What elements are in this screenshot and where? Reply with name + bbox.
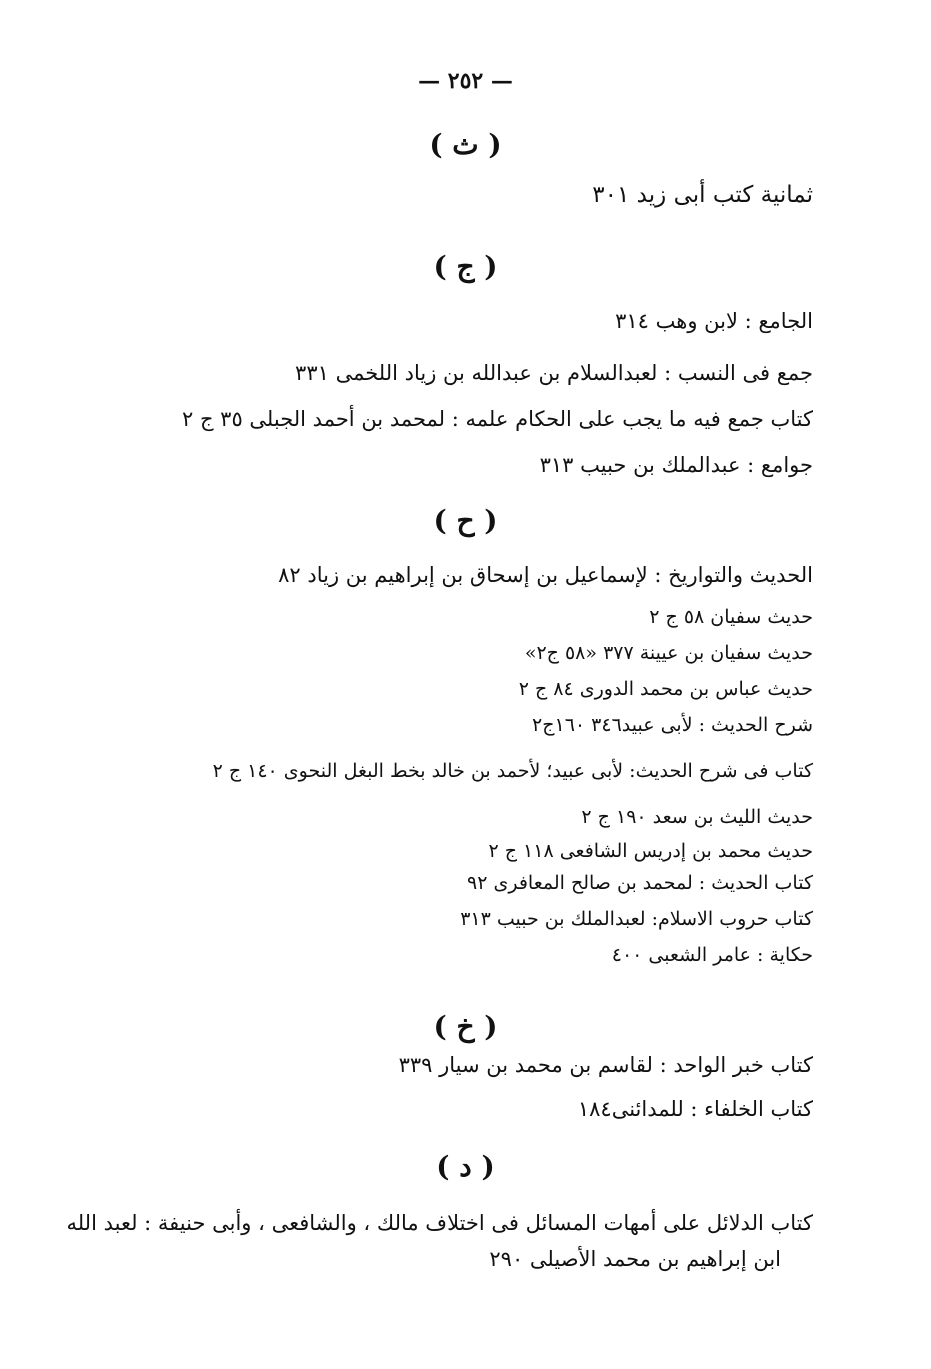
- index-entry: الجامع : لابن وهب ٣١٤: [615, 309, 813, 333]
- index-entry: كتاب الدلائل على أمهات المسائل فى اختلاف مالك ، والشافعى ، وأبى حنيفة : لعبد الله: [66, 1211, 813, 1235]
- index-entry: ثمانية كتب أبى زيد ٣٠١: [592, 182, 813, 208]
- section-heading-jim: ( ج ): [433, 250, 498, 283]
- index-entry: كتاب الخلفاء : للمدائنى١٨٤: [577, 1097, 813, 1121]
- index-entry: حديث محمد بن إدريس الشافعى ١١٨ ج ٢: [488, 840, 813, 862]
- index-entry: كتاب خبر الواحد : لقاسم بن محمد بن سيار ٣٣٩: [398, 1053, 813, 1077]
- index-entry: حكاية : عامر الشعبى ٤٠٠: [611, 944, 813, 966]
- index-entry: حديث عباس بن محمد الدورى ٨٤ ج ٢: [518, 678, 813, 700]
- index-entry-continuation: ابن إبراهيم بن محمد الأصيلى ٢٩٠: [489, 1247, 781, 1271]
- index-entry: جوامع : عبدالملك بن حبيب ٣١٣: [539, 453, 813, 477]
- index-entry: حديث سفيان ٥٨ ج ٢: [649, 606, 813, 628]
- section-heading-dal: ( د ): [436, 1150, 495, 1183]
- section-heading-tha: ( ث ): [429, 128, 502, 161]
- index-entry: كتاب جمع فيه ما يجب على الحكام علمه : لمحمد بن أحمد الجبلى ٣٥ ج ٢: [181, 407, 813, 431]
- page-number: — ٢٥٢ —: [418, 68, 513, 94]
- index-entry: الحديث والتواريخ : لإسماعيل بن إسحاق بن إبراهيم بن زياد ٨٢: [278, 563, 813, 587]
- index-entry: شرح الحديث : لأبى عبيد٣٤٦ ١٦٠ج٢: [532, 714, 813, 736]
- index-entry: كتاب فى شرح الحديث: لأبى عبيد؛ لأحمد بن خالد بخط البغل النحوى ١٤٠ ج ٢: [212, 760, 813, 782]
- index-entry: حديث سفيان بن عيينة ٣٧٧ «٥٨ ج٢»: [524, 642, 813, 664]
- index-entry: كتاب حروب الاسلام: لعبدالملك بن حبيب ٣١٣: [460, 908, 813, 930]
- index-entry: حديث الليث بن سعد ١٩٠ ج ٢: [581, 806, 813, 828]
- index-entry: كتاب الحديث : لمحمد بن صالح المعافرى ٩٢: [467, 872, 813, 894]
- section-heading-kha: ( خ ): [433, 1010, 498, 1043]
- index-entry: جمع فى النسب : لعبدالسلام بن عبدالله بن زياد اللخمى ٣٣١: [295, 361, 813, 385]
- section-heading-ha: ( ح ): [433, 504, 498, 537]
